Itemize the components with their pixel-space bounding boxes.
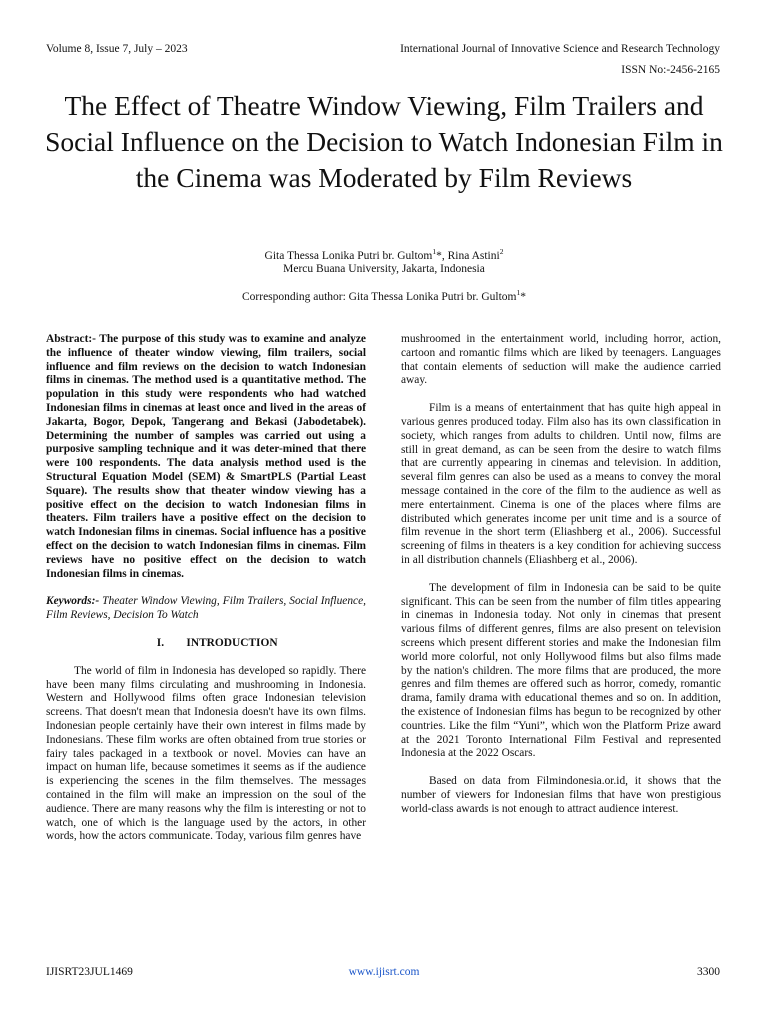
author-1-mark: *,: [436, 250, 448, 262]
corresponding-author-affiliation: 1: [516, 288, 521, 298]
paragraph: mushroomed in the entertainment world, including horror, action, cartoon and romantic films which are liked by teenagers. Languages that contain elements of seduction will make the audience carried away.: [401, 333, 721, 387]
paragraph: The development of film in Indonesia can be said to be quite significant. This can be seen from the number of film titles appearing in cinemas in Indonesia today. Not only in cinemas that present various films of different genres, films are also present on television screens which present different stories and make the Indonesian film world more colorful, not only Hollywood films but also films made by the nation's children. The more films that are produced, the more genres and film themes are offered such as horror, comedy, romantic drama, family drama with educational themes and so on. In addition, the existence of Indonesian films has begun to be recognized by other countries. Like the film “Yuni”, which won the Platform Prize award at the 2021 Toronto International Film Festival and represented Indonesia at the 2022 Oscars.: [401, 581, 721, 760]
author-2-affiliation: 2: [499, 247, 504, 257]
author-line: [0, 249, 768, 263]
section-heading: [46, 637, 366, 651]
journal-name: International Journal of Innovative Science and Research Technology: [400, 43, 720, 55]
section-number: I.: [156, 636, 165, 649]
keywords-label: Keywords:-: [46, 595, 100, 608]
author-1: Gita Thessa Lonika Putri br. Gultom: [264, 250, 433, 262]
keywords-text: Theater Window Viewing, Film Trailers, Social Influence, Film Reviews, Decision To Watch: [46, 595, 366, 622]
keywords: [46, 595, 366, 623]
volume-issue: Volume 8, Issue 7, July – 2023: [46, 43, 188, 55]
page-number: 3300: [697, 966, 720, 978]
issn: ISSN No:-2456-2165: [621, 64, 720, 76]
affiliation: Mercu Buana University, Jakarta, Indonesia: [283, 263, 485, 275]
author-1-affiliation: 1: [432, 247, 437, 257]
paper-title: The Effect of Theatre Window Viewing, Film Trailers and Social Influence on the Decision to Watch Indonesian Film in the Cinema was Moderated by Film Reviews: [45, 90, 723, 193]
left-column: [46, 333, 366, 858]
corresponding-author-mark: *: [520, 291, 526, 303]
corresponding-author-label: Corresponding author: Gita Thessa Lonika Putri br. Gultom: [242, 291, 517, 303]
corresponding-author: [0, 288, 768, 303]
intro-paragraph: The world of film in Indonesia has developed so rapidly. There have been many films circulating and mushrooming in Indonesia. Western and Hollywood films often grace Indonesian television screens. That doesn't mean that Indonesia doesn't have its own films. Indonesian people certainly have their own interest in films made by Indonesians. These film works are often obtained from true stories or fairy tales packaged in a textbook or novel. Movies can have an impact on human life, because sometimes it seems as if the audience is experiencing the scenes in the film themselves. The messages contained in the film will make an impression on the soul of the audience. There are many reasons why the film is interesting or not to watch, one of which is the language used by the actors, in other words, how the actors communicate. Today, various film genres have: [46, 664, 366, 843]
author-2: Rina Astini: [447, 250, 500, 262]
footer-website-link[interactable]: www.ijisrt.com: [348, 966, 420, 978]
paragraph: Film is a means of entertainment that has quite high appeal in various genres produced today. Film also has its own classification in society, which ranges from adults to children. Until now, films are still in great demand, as can be seen from the desire to watch films that are currently appearing in cinemas and television. In addition, several film genres can also be used as a means to convey the moral message contained in the core of the film to the audience as well as mere entertainment. Cinema is one of the places where films are distributed which generates income per unit time and is a source of film revenue in the short term (Eliashberg et al., 2006). Successful screening of films in theaters is a key condition for achieving success in all distribution channels (Eliashberg et al., 2006).: [401, 402, 721, 566]
right-column: [401, 333, 721, 831]
section-title: INTRODUCTION: [186, 636, 278, 649]
footer-article-code: IJISRT23JUL1469: [46, 966, 133, 978]
abstract: Abstract:- The purpose of this study was to examine and analyze the influence of theater window viewing, film trailers, social influence and film reviews on the decision to watch Indonesian films in cinemas. The method used is a quantitative method. The population in this study were respondents who had watched Indonesian films in cinemas at least once and lived in the areas of Jakarta, Bogor, Depok, Tangerang and Bekasi (Jabodetabek). Determining the number of samples was carried out using a purposive sampling technique and it was deter-mined that there were 100 respondents. The data analysis method used is the Structural Equation Model (SEM) & SmartPLS (Partial Least Square). The results show that theater window viewing has a positive effect on the decision to watch Indonesian films in theaters. Film trailers have a positive effect on the decision to watch Indonesian films in cinemas. Social influence has a positive effect on the decision to watch Indonesian films in cinemas. Film reviews have no positive effect on the decision to watch Indonesian films in cinemas.: [46, 333, 366, 580]
paragraph: Based on data from Filmindonesia.or.id, it shows that the number of viewers for Indonesian films that have won prestigious world-class awards is not enough to attract audience interest.: [401, 775, 721, 815]
